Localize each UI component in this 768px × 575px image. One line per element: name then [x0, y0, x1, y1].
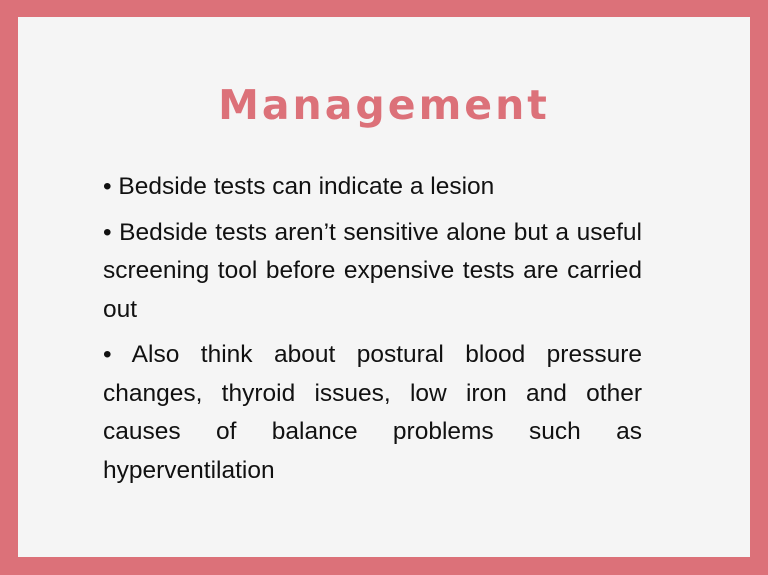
bullet-item: • Also think about postural blood pressure changes, thyroid issues, low iron and other causes of balance problems such as hyperventilation [103, 341, 642, 484]
bullet-item: • Bedside tests can indicate a lesion [103, 173, 495, 200]
slide-title: Management [218, 81, 550, 129]
bullet-item: • Bedside tests aren’t sensitive alone but a useful screening tool before expensive tests are carried out [103, 218, 642, 323]
bullet-list [103, 168, 642, 497]
slide [18, 17, 750, 557]
